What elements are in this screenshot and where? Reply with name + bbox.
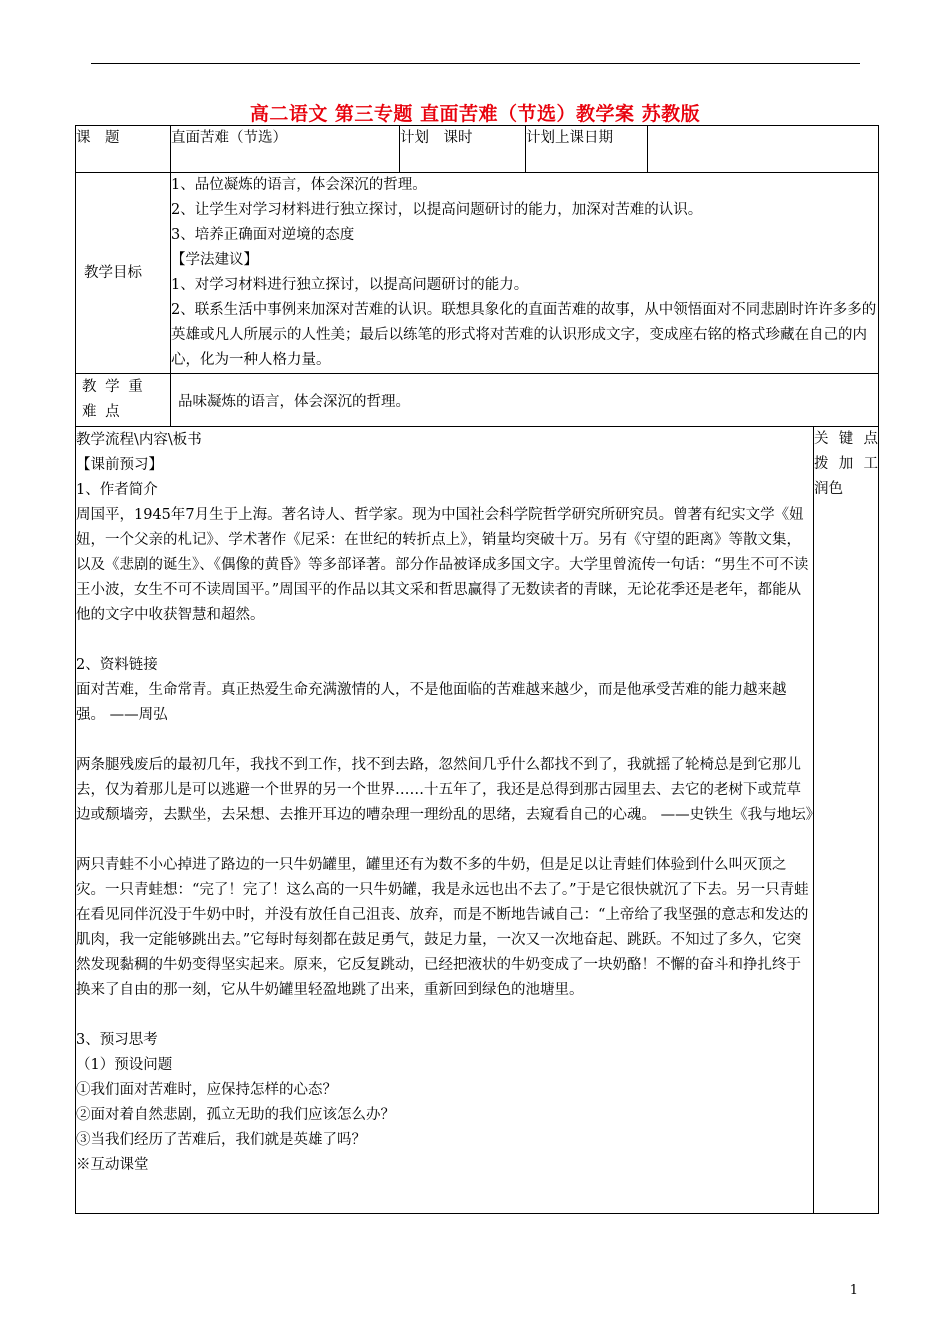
header-rule: [91, 63, 860, 64]
flow-header: 教学流程\内容\板书: [76, 432, 202, 448]
author-text: 周国平，1945年7月生于上海。著名诗人、哲学家。现为中国社会科学院哲学研究所研究员。曾著有纪实文学《妞妞，一个父亲的札记》、学术著作《尼采：在世纪的转折点上》，销量均突破十万。另有《守望的距离》等散文集，以及《悲剧的诞生》、《偶像的黄昏》等多部译著。部分作品被译成多国文字。大学里曾流传一句话：“男生不可不读王小波，女生不可不读周国平。”周国平的作品以其文采和哲思赢得了无数读者的青睐，无论花季还是老年，都能从他的文字中收获智慧和超然。: [76, 507, 809, 623]
topic-value: 直面苦难（节选）: [171, 126, 400, 173]
objective-2: 2、让学生对学习材料进行独立探讨，以提高问题研讨的能力，加深对苦难的认识。: [171, 202, 703, 218]
question-2: ②面对着自然悲剧，孤立无助的我们应该怎么办？: [76, 1107, 395, 1123]
material-quote-2: 两条腿残废后的最初几年，我找不到工作，找不到去路，忽然间几乎什么都找不到了，我就摇了轮椅总是到它那儿去，仅为着那儿是可以逃避一个世界的另一个世界……十五年了，我还是总得到那古园里去、去它的老树下或荒草边或颓墙旁，去默坐，去呆想、去推开耳边的嘈杂理一理纷乱的思绪，去窥看自己的心魂。 ——史铁生《我与地坛》: [76, 757, 821, 823]
think-heading: 3、预习思考: [76, 1032, 158, 1048]
lesson-plan-table: [75, 125, 879, 1214]
objective-1: 1、品位凝炼的语言，体会深沉的哲理。: [171, 177, 427, 193]
objectives-label: 教学目标: [84, 264, 142, 281]
questions-heading: （1）预设问题: [76, 1057, 173, 1073]
side-notes-label: 关 键 点拨 加 工 润色: [814, 431, 878, 497]
objectives-row: [76, 173, 879, 374]
plan-date-value: [648, 126, 879, 173]
interactive-class: ※互动课堂: [76, 1157, 149, 1173]
key-points-row: [76, 374, 879, 427]
material-quote-1: 面对苦难，生命常青。真正热爱生命充满激情的人，不是他面临的苦难越来越少，而是他承受苦难的能力越来越强。 ——周弘: [76, 682, 787, 723]
plan-hours-label: 计划 课时: [400, 126, 526, 173]
key-points-value: 品味凝炼的语言，体会深沉的哲理。: [171, 374, 879, 427]
flow-row: [76, 427, 879, 1214]
preview-heading: 【课前预习】: [76, 457, 163, 473]
material-heading: 2、资料链接: [76, 657, 158, 673]
document-title: 高二语文 第三专题 直面苦难（节选）教学案 苏教版: [249, 103, 701, 125]
method-heading: 【学法建议】: [171, 252, 258, 268]
key-points-label: 教 学 重 难 点: [76, 374, 171, 427]
question-1: ①我们面对苦难时，应保持怎样的心态？: [76, 1082, 337, 1098]
plan-date-label: 计划上课日期: [526, 126, 648, 173]
method-2: 2、联系生活中事例来加深对苦难的认识。联想具象化的直面苦难的故事，从中领悟面对不同悲剧时许许多多的英雄或凡人所展示的人性美；最后以练笔的形式将对苦难的认识形成文字，变成座右铭的格式珍藏在自己的内心，化为一种人格力量。: [171, 302, 877, 368]
objectives-content: [171, 173, 879, 374]
side-notes-column: [814, 427, 879, 1214]
question-3: ③当我们经历了苦难后，我们就是英雄了吗？: [76, 1132, 366, 1148]
topic-label: 课 题: [76, 126, 171, 173]
author-heading: 1、作者简介: [76, 482, 158, 498]
method-1: 1、对学习材料进行独立探讨，以提高问题研讨的能力。: [171, 277, 529, 293]
objective-3: 3、培养正确面对逆境的态度: [171, 227, 355, 243]
topic-row: [76, 126, 879, 173]
flow-content: [76, 427, 821, 1214]
page-number: 1: [849, 1283, 858, 1298]
material-story: 两只青蛙不小心掉进了路边的一只牛奶罐里，罐里还有为数不多的牛奶，但是足以让青蛙们体验到什么叫灭顶之灾。一只青蛙想：“完了！完了！这么高的一只牛奶罐，我是永远也出不去了。”于是它很快就沉了下去。另一只青蛙在看见同伴沉没于牛奶中时，并没有放任自己沮丧、放弃，而是不断地告诫自己：“上帝给了我坚强的意志和发达的肌肉，我一定能够跳出去。”它每时每刻都在鼓足勇气，鼓足力量，一次又一次地奋起、跳跃。不知过了多久，它突然发现黏稠的牛奶变得坚实起来。原来，它反复跳动，已经把液状的牛奶变成了一块奶酪！不懈的奋斗和挣扎终于换来了自由的那一刻，它从牛奶罐里轻盈地跳了出来，重新回到绿色的池塘里。: [76, 857, 809, 998]
